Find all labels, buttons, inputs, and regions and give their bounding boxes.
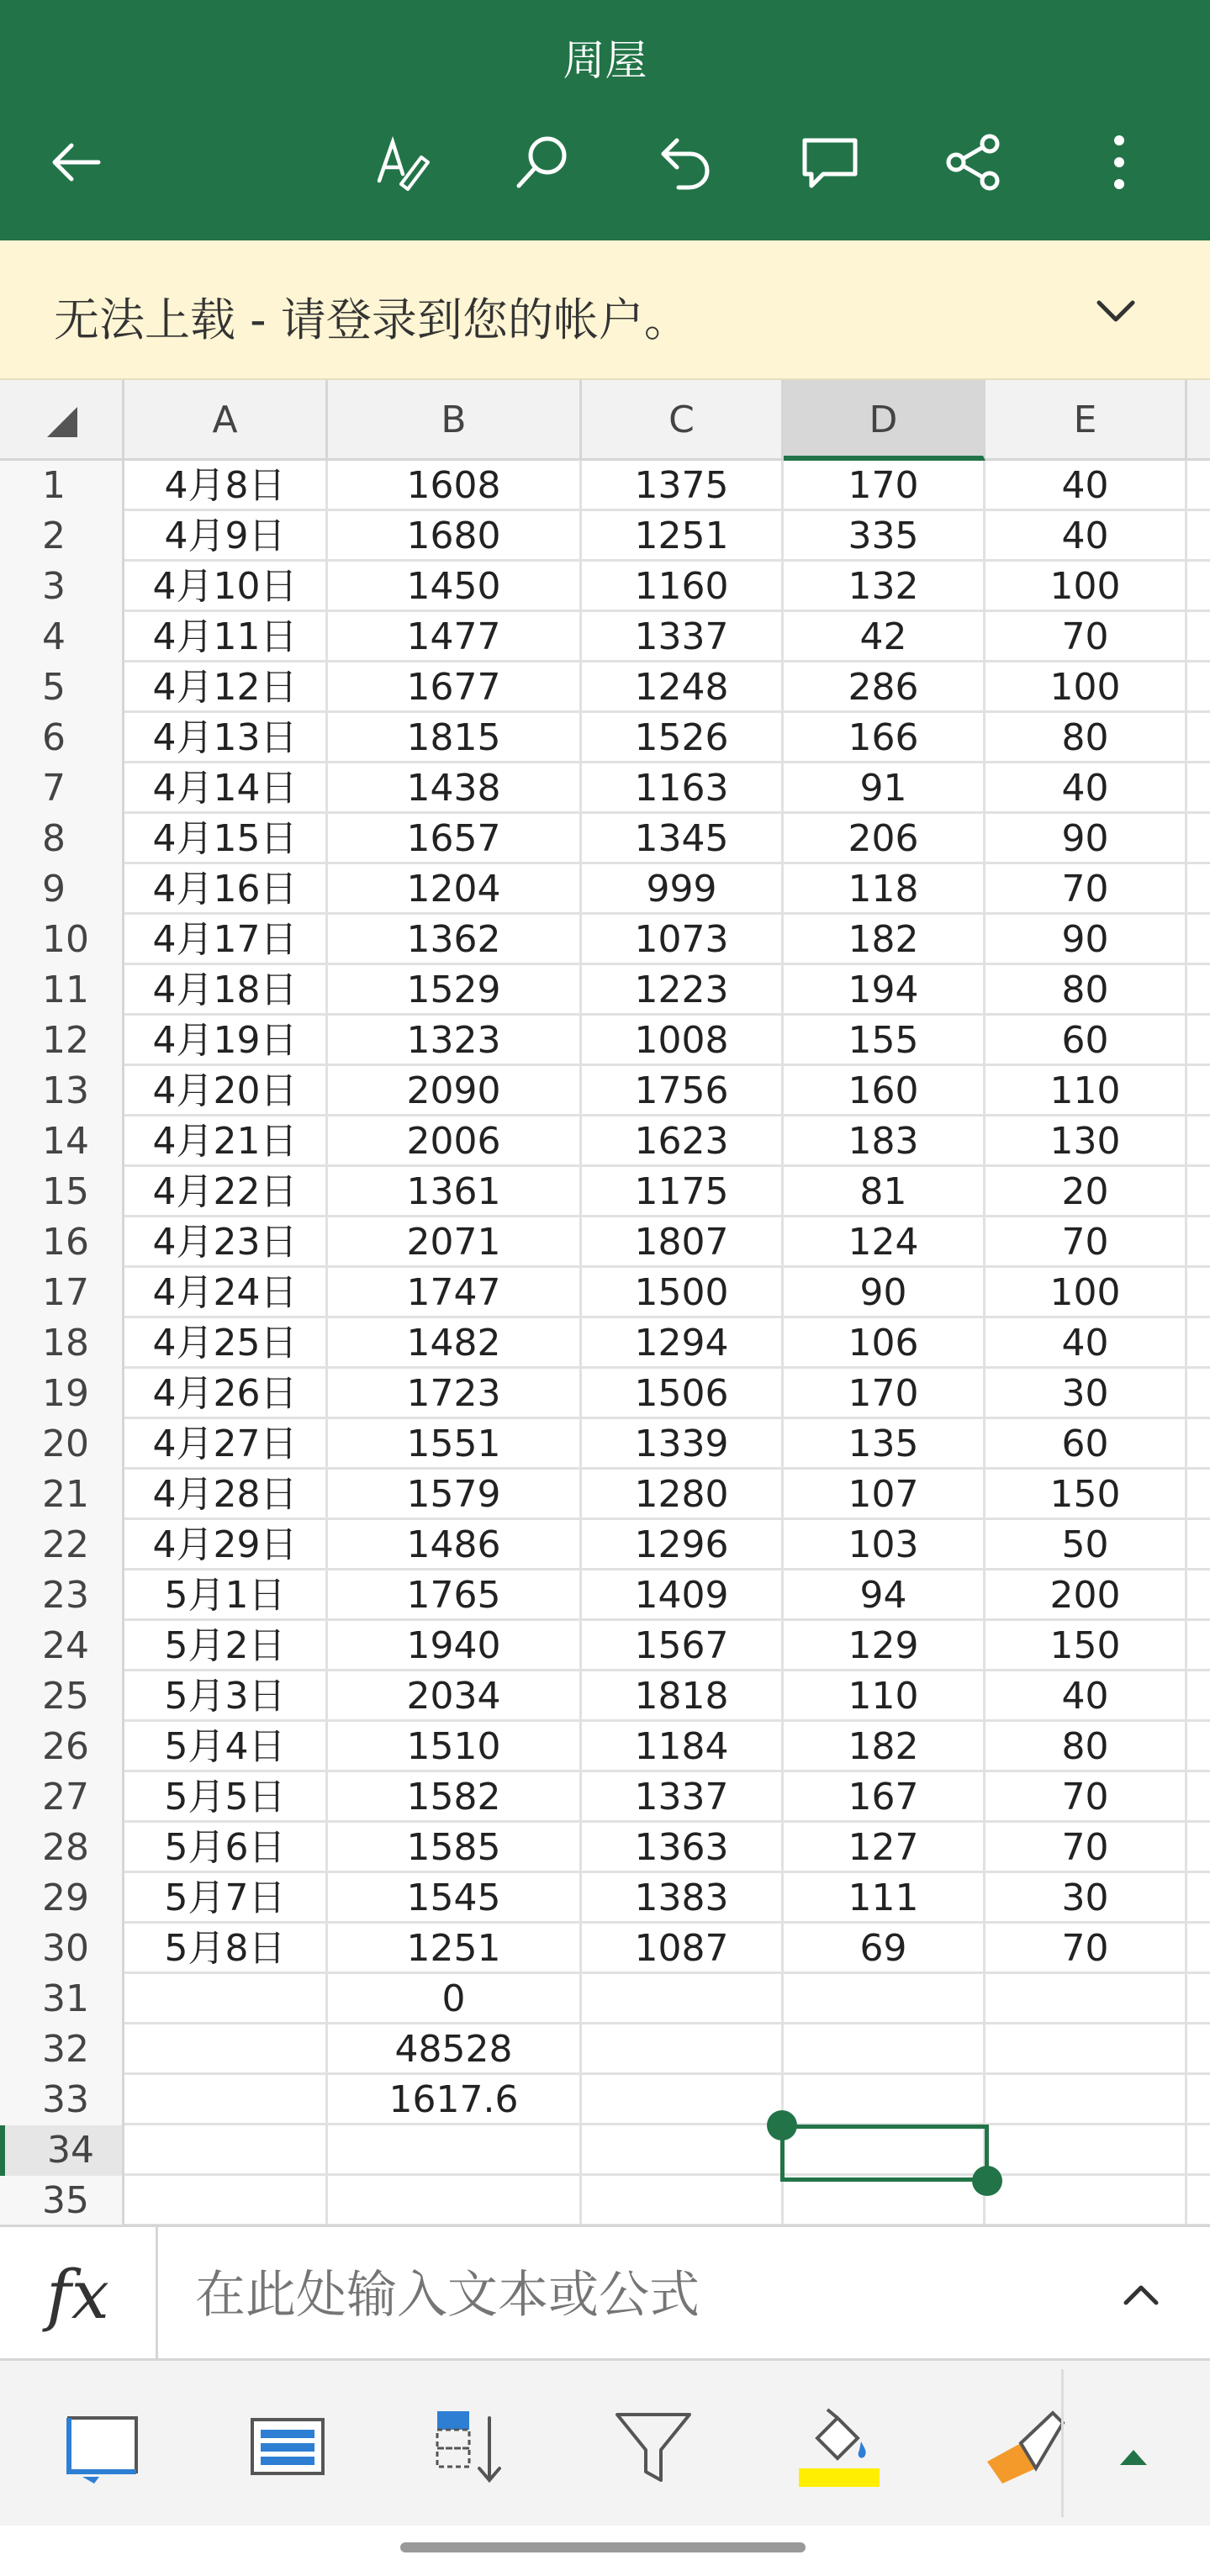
table-row — [0, 763, 1210, 814]
cell-d31[interactable] — [784, 1974, 985, 2024]
cell-a15[interactable]: 4月22日 — [124, 1167, 328, 1217]
cell-a12[interactable]: 4月19日 — [124, 1016, 328, 1066]
row-header[interactable]: 10 — [0, 915, 124, 965]
row-header[interactable]: 8 — [0, 814, 124, 864]
table-row — [0, 1419, 1210, 1470]
cell-c16[interactable]: 1807 — [582, 1217, 784, 1268]
cell-c11[interactable]: 1223 — [582, 965, 784, 1016]
selection-box[interactable] — [780, 2125, 989, 2182]
row-header[interactable]: 7 — [0, 763, 124, 814]
table-row — [0, 2176, 1210, 2226]
cell-c35[interactable] — [582, 2176, 784, 2226]
row-header[interactable]: 28 — [0, 1823, 124, 1873]
cell-a1[interactable]: 4月8日 — [124, 461, 328, 511]
cell-c20[interactable]: 1339 — [582, 1419, 784, 1470]
cell-d22[interactable]: 103 — [784, 1520, 985, 1570]
back-arrow-icon[interactable] — [39, 124, 114, 200]
cell-e17[interactable]: 100 — [985, 1268, 1187, 1318]
cell-c15[interactable]: 1175 — [582, 1167, 784, 1217]
cell-a9[interactable]: 4月16日 — [124, 864, 328, 915]
cell-a28[interactable]: 5月6日 — [124, 1823, 328, 1873]
cell-d4[interactable]: 42 — [784, 612, 985, 662]
cell-b1[interactable]: 1608 — [328, 461, 582, 511]
table-row — [0, 1924, 1210, 1974]
cell-d24[interactable]: 129 — [784, 1621, 985, 1671]
cell-e31[interactable] — [985, 1974, 1187, 2024]
cell-c10[interactable]: 1073 — [582, 915, 784, 965]
cell-e19[interactable]: 30 — [985, 1369, 1187, 1419]
cell-d26[interactable]: 182 — [784, 1722, 985, 1772]
cell-a29[interactable]: 5月7日 — [124, 1873, 328, 1924]
table-row — [0, 1621, 1210, 1671]
row-header[interactable]: 26 — [0, 1722, 124, 1772]
cell-d9[interactable]: 118 — [784, 864, 985, 915]
cell-d2[interactable]: 335 — [784, 511, 985, 562]
cell-e2[interactable]: 40 — [985, 511, 1187, 562]
cell-b33[interactable]: 1617.6 — [328, 2075, 582, 2125]
cell-a8[interactable]: 4月15日 — [124, 814, 328, 864]
cell-b22[interactable]: 1486 — [328, 1520, 582, 1570]
cell-c7[interactable]: 1163 — [582, 763, 784, 814]
select-all-corner[interactable] — [0, 380, 124, 461]
cell-c17[interactable]: 1500 — [582, 1268, 784, 1318]
table-row — [0, 1974, 1210, 2024]
cell-b27[interactable]: 1582 — [328, 1772, 582, 1823]
table-row — [0, 814, 1210, 864]
row-header[interactable]: 34 — [0, 2125, 124, 2176]
cell-d20[interactable]: 135 — [784, 1419, 985, 1470]
cell-b9[interactable]: 1204 — [328, 864, 582, 915]
cell-b14[interactable]: 2006 — [328, 1116, 582, 1167]
row-header[interactable]: 22 — [0, 1520, 124, 1570]
cell-b23[interactable]: 1765 — [328, 1570, 582, 1621]
share-icon[interactable] — [935, 124, 1011, 200]
cell-d33[interactable] — [784, 2075, 985, 2125]
cell-c28[interactable]: 1363 — [582, 1823, 784, 1873]
cell-b13[interactable]: 2090 — [328, 1066, 582, 1116]
cell-c30[interactable]: 1087 — [582, 1924, 784, 1974]
cell-c32[interactable] — [582, 2024, 784, 2075]
cell-a17[interactable]: 4月24日 — [124, 1268, 328, 1318]
row-header[interactable]: 18 — [0, 1318, 124, 1369]
table-row — [0, 1066, 1210, 1116]
cell-d11[interactable]: 194 — [784, 965, 985, 1016]
table-row — [0, 1772, 1210, 1823]
cell-d30[interactable]: 69 — [784, 1924, 985, 1974]
cell-b21[interactable]: 1579 — [328, 1470, 582, 1520]
cell-a20[interactable]: 4月27日 — [124, 1419, 328, 1470]
table-row — [0, 965, 1210, 1016]
cell-e29[interactable]: 30 — [985, 1873, 1187, 1924]
cell-b31[interactable]: 0 — [328, 1974, 582, 2024]
bottom-toolbar — [0, 2361, 1210, 2526]
row-header[interactable]: 17 — [0, 1268, 124, 1318]
cell-a34[interactable] — [124, 2125, 328, 2176]
sort-icon[interactable] — [424, 2401, 516, 2494]
table-row — [0, 1268, 1210, 1318]
table-row — [0, 864, 1210, 915]
column-header-b[interactable]: B — [328, 380, 582, 461]
selection-handle-end[interactable] — [972, 2166, 1002, 2196]
cell-c3[interactable]: 1160 — [582, 562, 784, 612]
table-row — [0, 1722, 1210, 1772]
selection-handle-start[interactable] — [767, 2110, 797, 2141]
cell-a16[interactable]: 4月23日 — [124, 1217, 328, 1268]
row-header[interactable]: 14 — [0, 1116, 124, 1167]
expand-up-icon[interactable] — [1090, 2413, 1182, 2505]
cell-c31[interactable] — [582, 1974, 784, 2024]
cell-b17[interactable]: 1747 — [328, 1268, 582, 1318]
cell-a7[interactable]: 4月14日 — [124, 763, 328, 814]
banner-message: 无法上载 - 请登录到您的帐户。 — [54, 293, 690, 346]
cell-e5[interactable]: 100 — [985, 662, 1187, 713]
cell-d18[interactable]: 106 — [784, 1318, 985, 1369]
cell-a23[interactable]: 5月1日 — [124, 1570, 328, 1621]
table-row — [0, 1470, 1210, 1520]
row-header[interactable]: 31 — [0, 1974, 124, 2024]
row-header[interactable]: 30 — [0, 1924, 124, 1974]
cell-a30[interactable]: 5月8日 — [124, 1924, 328, 1974]
cell-d7[interactable]: 91 — [784, 763, 985, 814]
row-header[interactable]: 16 — [0, 1217, 124, 1268]
table-row — [0, 612, 1210, 662]
column-header-row — [0, 380, 1210, 461]
cell-c14[interactable]: 1623 — [582, 1116, 784, 1167]
filter-icon[interactable] — [607, 2401, 700, 2494]
cell-e3[interactable]: 100 — [985, 562, 1187, 612]
cell-d25[interactable]: 110 — [784, 1671, 985, 1722]
table-row — [0, 1016, 1210, 1066]
row-header[interactable]: 32 — [0, 2024, 124, 2075]
cell-e24[interactable]: 150 — [985, 1621, 1187, 1671]
table-row — [0, 1116, 1210, 1167]
cell-b30[interactable]: 1251 — [328, 1924, 582, 1974]
cell-b18[interactable]: 1482 — [328, 1318, 582, 1369]
cell-a31[interactable] — [124, 1974, 328, 2024]
cell-d15[interactable]: 81 — [784, 1167, 985, 1217]
cell-a14[interactable]: 4月21日 — [124, 1116, 328, 1167]
cell-a21[interactable]: 4月28日 — [124, 1470, 328, 1520]
cell-b19[interactable]: 1723 — [328, 1369, 582, 1419]
cell-b25[interactable]: 2034 — [328, 1671, 582, 1722]
cell-d3[interactable]: 132 — [784, 562, 985, 612]
cell-a2[interactable]: 4月9日 — [124, 511, 328, 562]
row-header[interactable]: 11 — [0, 965, 124, 1016]
row-header[interactable]: 13 — [0, 1066, 124, 1116]
cell-e9[interactable]: 70 — [985, 864, 1187, 915]
cell-e4[interactable]: 70 — [985, 612, 1187, 662]
column-header-e[interactable]: E — [985, 380, 1187, 461]
table-row — [0, 1671, 1210, 1722]
table-row — [0, 2024, 1210, 2075]
formula-bar — [0, 2225, 1210, 2361]
cell-d6[interactable]: 166 — [784, 713, 985, 763]
toolbar-divider — [1061, 2369, 1064, 2517]
cell-d10[interactable]: 182 — [784, 915, 985, 965]
cell-c25[interactable]: 1818 — [582, 1671, 784, 1722]
row-header[interactable]: 15 — [0, 1167, 124, 1217]
cell-e14[interactable]: 130 — [985, 1116, 1187, 1167]
row-header[interactable]: 33 — [0, 2075, 124, 2125]
cell-e6[interactable]: 80 — [985, 713, 1187, 763]
cell-b15[interactable]: 1361 — [328, 1167, 582, 1217]
row-header[interactable]: 25 — [0, 1671, 124, 1722]
cell-c2[interactable]: 1251 — [582, 511, 784, 562]
table-row — [0, 1873, 1210, 1924]
cell-e1[interactable]: 40 — [985, 461, 1187, 511]
cell-a3[interactable]: 4月10日 — [124, 562, 328, 612]
row-header[interactable]: 3 — [0, 562, 124, 612]
fill-color-icon[interactable] — [794, 2401, 886, 2494]
cell-d16[interactable]: 124 — [784, 1217, 985, 1268]
row-header[interactable]: 19 — [0, 1369, 124, 1419]
cell-a22[interactable]: 4月29日 — [124, 1520, 328, 1570]
row-header[interactable]: 1 — [0, 461, 124, 511]
cell-a18[interactable]: 4月25日 — [124, 1318, 328, 1369]
row-header[interactable]: 12 — [0, 1016, 124, 1066]
table-row — [0, 461, 1210, 511]
row-header[interactable]: 29 — [0, 1873, 124, 1924]
row-header[interactable]: 21 — [0, 1470, 124, 1520]
cell-e13[interactable]: 110 — [985, 1066, 1187, 1116]
cell-d23[interactable]: 94 — [784, 1570, 985, 1621]
column-header-d[interactable]: D — [784, 380, 985, 461]
comment-icon[interactable] — [792, 124, 868, 200]
cell-e22[interactable]: 50 — [985, 1520, 1187, 1570]
cell-c23[interactable]: 1409 — [582, 1570, 784, 1621]
cell-e25[interactable]: 40 — [985, 1671, 1187, 1722]
cell-c5[interactable]: 1248 — [582, 662, 784, 713]
column-header-c[interactable]: C — [582, 380, 784, 461]
wrap-text-icon[interactable] — [240, 2401, 333, 2494]
cell-b7[interactable]: 1438 — [328, 763, 582, 814]
cell-a10[interactable]: 4月17日 — [124, 915, 328, 965]
cell-d1[interactable]: 170 — [784, 461, 985, 511]
cell-c8[interactable]: 1345 — [582, 814, 784, 864]
table-row — [0, 511, 1210, 562]
row-header[interactable]: 9 — [0, 864, 124, 915]
table-row — [0, 1167, 1210, 1217]
cell-d29[interactable]: 111 — [784, 1873, 985, 1924]
table-row — [0, 915, 1210, 965]
cell-c4[interactable]: 1337 — [582, 612, 784, 662]
cell-b20[interactable]: 1551 — [328, 1419, 582, 1470]
cell-a11[interactable]: 4月18日 — [124, 965, 328, 1016]
cell-e33[interactable] — [985, 2075, 1187, 2125]
cell-d8[interactable]: 206 — [784, 814, 985, 864]
cell-a5[interactable]: 4月12日 — [124, 662, 328, 713]
cell-b32[interactable]: 48528 — [328, 2024, 582, 2075]
cell-c9[interactable]: 999 — [582, 864, 784, 915]
cell-b11[interactable]: 1529 — [328, 965, 582, 1016]
cell-c1[interactable]: 1375 — [582, 461, 784, 511]
cell-c29[interactable]: 1383 — [582, 1873, 784, 1924]
row-header[interactable]: 2 — [0, 511, 124, 562]
cell-b34[interactable] — [328, 2125, 582, 2176]
row-header[interactable]: 20 — [0, 1419, 124, 1470]
cell-b2[interactable]: 1680 — [328, 511, 582, 562]
cell-a13[interactable]: 4月20日 — [124, 1066, 328, 1116]
fx-button[interactable]: fx — [0, 2227, 158, 2363]
cell-a25[interactable]: 5月3日 — [124, 1671, 328, 1722]
cell-c18[interactable]: 1294 — [582, 1318, 784, 1369]
chevron-down-icon[interactable] — [1089, 284, 1143, 338]
cell-e27[interactable]: 70 — [985, 1772, 1187, 1823]
cell-c22[interactable]: 1296 — [582, 1520, 784, 1570]
workbook-title: 周屋 — [563, 36, 647, 85]
cell-b16[interactable]: 2071 — [328, 1217, 582, 1268]
cell-e34[interactable] — [985, 2125, 1187, 2176]
row-header[interactable]: 4 — [0, 612, 124, 662]
cell-a4[interactable]: 4月11日 — [124, 612, 328, 662]
cell-b3[interactable]: 1450 — [328, 562, 582, 612]
cell-a24[interactable]: 5月2日 — [124, 1621, 328, 1671]
cell-e11[interactable]: 80 — [985, 965, 1187, 1016]
cell-b8[interactable]: 1657 — [328, 814, 582, 864]
cell-a33[interactable] — [124, 2075, 328, 2125]
row-header[interactable]: 24 — [0, 1621, 124, 1671]
cell-a35[interactable] — [124, 2176, 328, 2226]
cell-a26[interactable]: 5月4日 — [124, 1722, 328, 1772]
cell-b10[interactable]: 1362 — [328, 915, 582, 965]
cell-b24[interactable]: 1940 — [328, 1621, 582, 1671]
cell-e16[interactable]: 70 — [985, 1217, 1187, 1268]
cell-a32[interactable] — [124, 2024, 328, 2075]
table-row — [0, 1217, 1210, 1268]
freeze-panes-icon[interactable] — [57, 2401, 150, 2494]
table-row — [0, 713, 1210, 763]
row-header[interactable]: 23 — [0, 1570, 124, 1621]
app-header — [0, 0, 1210, 240]
table-row — [0, 1570, 1210, 1621]
cell-c13[interactable]: 1756 — [582, 1066, 784, 1116]
cell-c34[interactable] — [582, 2125, 784, 2176]
cell-d27[interactable]: 167 — [784, 1772, 985, 1823]
cell-e32[interactable] — [985, 2024, 1187, 2075]
cell-e15[interactable]: 20 — [985, 1167, 1187, 1217]
cell-b35[interactable] — [328, 2176, 582, 2226]
table-row — [0, 1520, 1210, 1570]
cell-d17[interactable]: 90 — [784, 1268, 985, 1318]
cell-d5[interactable]: 286 — [784, 662, 985, 713]
table-row — [0, 662, 1210, 713]
row-header[interactable]: 5 — [0, 662, 124, 713]
cell-e20[interactable]: 60 — [985, 1419, 1187, 1470]
cell-c19[interactable]: 1506 — [582, 1369, 784, 1419]
cell-c24[interactable]: 1567 — [582, 1621, 784, 1671]
cell-e35[interactable] — [985, 2176, 1187, 2226]
undo-icon[interactable] — [647, 124, 723, 200]
cell-b12[interactable]: 1323 — [328, 1016, 582, 1066]
cell-e18[interactable]: 40 — [985, 1318, 1187, 1369]
cell-c6[interactable]: 1526 — [582, 713, 784, 763]
column-header-a[interactable]: A — [124, 380, 328, 461]
cell-e21[interactable]: 150 — [985, 1470, 1187, 1520]
table-row — [0, 1318, 1210, 1369]
row-header[interactable]: 27 — [0, 1772, 124, 1823]
select-all-icon — [47, 407, 77, 437]
table-row — [0, 1823, 1210, 1873]
cell-c12[interactable]: 1008 — [582, 1016, 784, 1066]
cell-b28[interactable]: 1585 — [328, 1823, 582, 1873]
cell-b4[interactable]: 1477 — [328, 612, 582, 662]
cell-e23[interactable]: 200 — [985, 1570, 1187, 1621]
cell-d13[interactable]: 160 — [784, 1066, 985, 1116]
cell-e10[interactable]: 90 — [985, 915, 1187, 965]
cell-d35[interactable] — [784, 2176, 985, 2226]
search-icon[interactable] — [505, 124, 580, 200]
cell-a27[interactable]: 5月5日 — [124, 1772, 328, 1823]
cell-b5[interactable]: 1677 — [328, 662, 582, 713]
cell-d21[interactable]: 107 — [784, 1470, 985, 1520]
cell-e28[interactable]: 70 — [985, 1823, 1187, 1873]
table-row — [0, 1369, 1210, 1419]
table-row — [0, 2125, 1210, 2176]
cell-c27[interactable]: 1337 — [582, 1772, 784, 1823]
formula-input[interactable] — [195, 2266, 1036, 2324]
cell-e7[interactable]: 40 — [985, 763, 1187, 814]
table-row — [0, 562, 1210, 612]
cell-b29[interactable]: 1545 — [328, 1873, 582, 1924]
cell-d32[interactable] — [784, 2024, 985, 2075]
cell-c21[interactable]: 1280 — [582, 1470, 784, 1520]
more-icon[interactable] — [1081, 124, 1157, 200]
cell-e30[interactable]: 70 — [985, 1924, 1187, 1974]
cell-e8[interactable]: 90 — [985, 814, 1187, 864]
cell-d12[interactable]: 155 — [784, 1016, 985, 1066]
chevron-up-icon[interactable] — [1118, 2272, 1165, 2320]
row-header[interactable]: 6 — [0, 713, 124, 763]
cell-e12[interactable]: 60 — [985, 1016, 1187, 1066]
cell-d14[interactable]: 183 — [784, 1116, 985, 1167]
cell-d19[interactable]: 170 — [784, 1369, 985, 1419]
cell-d28[interactable]: 127 — [784, 1823, 985, 1873]
cell-c33[interactable] — [582, 2075, 784, 2125]
table-row — [0, 2075, 1210, 2125]
home-indicator[interactable] — [400, 2542, 806, 2552]
cell-b6[interactable]: 1815 — [328, 713, 582, 763]
cell-c26[interactable]: 1184 — [582, 1722, 784, 1772]
cell-e26[interactable]: 80 — [985, 1722, 1187, 1772]
sign-in-banner[interactable] — [0, 240, 1210, 380]
cell-a6[interactable]: 4月13日 — [124, 713, 328, 763]
cell-b26[interactable]: 1510 — [328, 1722, 582, 1772]
row-header[interactable]: 35 — [0, 2176, 124, 2226]
cell-a19[interactable]: 4月26日 — [124, 1369, 328, 1419]
draw-icon[interactable] — [363, 124, 439, 200]
